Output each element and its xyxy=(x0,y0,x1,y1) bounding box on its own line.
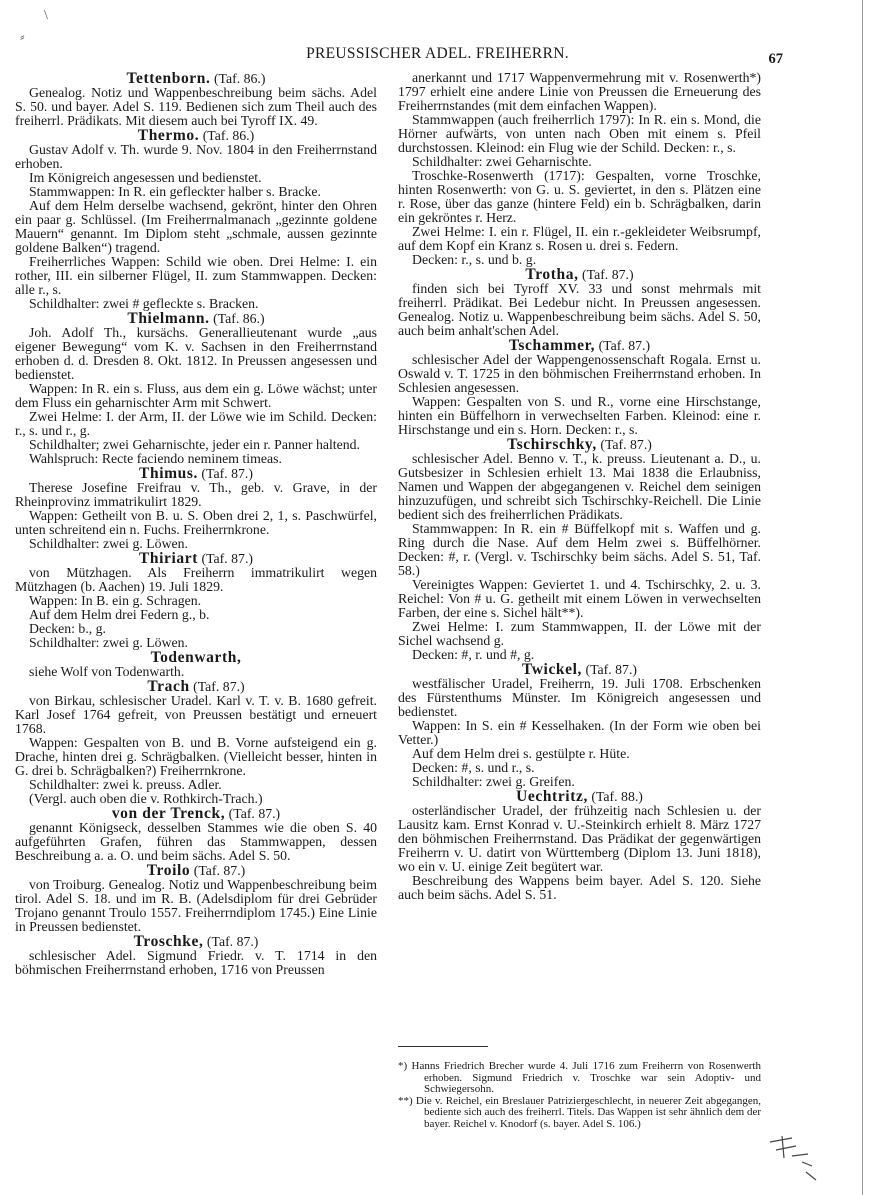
entry-heading xyxy=(398,438,761,452)
family-name: Tettenborn. xyxy=(126,70,211,87)
entry-paragraph: Joh. Adolf Th., kursächs. Generallieutenant wurde „aus eigener Bewegung“ vom K. v. Sachsen in den Freiherrnstand erhoben d. d. Dresden 8. Okt. 1812. In Preussen angesessen und bedienstet. xyxy=(15,325,377,382)
entry-heading xyxy=(398,268,761,282)
plate-reference: (Taf. 87.) xyxy=(585,662,638,677)
entry-paragraph: von Birkau, schlesischer Uradel. Karl v. T. v. B. 1680 gefreit. Karl Josef 1764 gefreit, von Preussen bestätigt und erneuert 1768. xyxy=(15,693,377,736)
entry-paragraph: Stammwappen (auch freiherrlich 1797): In R. ein s. Mond, die Hörner aufwärts, von unten nach Oben mit einem s. Pfeil durchstossen. Kleinod: ein Flug wie der Schild. Decken: r., s. xyxy=(398,112,761,155)
family-name: von der Trenck, xyxy=(111,805,226,822)
family-name: Thimus. xyxy=(139,465,198,482)
entry-heading xyxy=(15,935,377,949)
entry-paragraph: Zwei Helme: I. zum Stammwappen, II. der Löwe mit der Sichel wachsend g. xyxy=(398,619,761,648)
entry-heading xyxy=(15,72,377,86)
entry-paragraph: Auf dem Helm drei Federn g., b. xyxy=(29,607,210,622)
entry-paragraph: Stammwappen: In R. ein gefleckter halber s. Bracke. xyxy=(29,184,321,199)
entry-paragraph: Decken: #, r. und #, g. xyxy=(412,647,535,662)
entry-heading xyxy=(398,790,761,804)
entry-heading xyxy=(15,864,377,878)
entry-paragraph: Wahlspruch: Recte faciendo neminem timeas. xyxy=(29,451,282,466)
plate-reference: (Taf. 86.) xyxy=(213,311,265,326)
entry-paragraph: Schildhalter; zwei Geharnischte, jeder ein r. Panner haltend. xyxy=(29,437,361,452)
footnote xyxy=(398,1096,761,1131)
entry-paragraph: Wappen: Gespalten von S. und R., vorne eine Hirschstange, hinten ein Büffelhorn in verwechselten Farben. Kleinod: eine r. Hirschstange und ein s. Horn. Decken: r., s. xyxy=(398,394,761,437)
entry-paragraph: Therese Josefine Freifrau v. Th., geb. v. Grave, in der Rheinprovinz immatrikulirt 1829. xyxy=(15,480,377,509)
entry-paragraph: finden sich bei Tyroff XV. 33 und sonst mehrmals mit freiherrl. Prädikat. Bei Ledebur nicht. In Preussen angesessen. Genealog. Notiz u. Wappenbeschreibung beim sächs. Adel S. 50, auch beim anhalt'schen Adel. xyxy=(398,281,761,338)
plate-reference: (Taf. 87.) xyxy=(193,863,246,878)
entry-heading xyxy=(15,312,377,326)
entry-paragraph: (Vergl. auch oben die v. Rothkirch-Trach.) xyxy=(29,791,263,806)
entry-paragraph: Schildhalter: zwei g. Greifen. xyxy=(412,774,575,789)
plate-reference: (Taf. 87.) xyxy=(206,934,259,949)
entry-paragraph: Schildhalter: zwei # gefleckte s. Bracken. xyxy=(29,296,259,311)
plate-reference: (Taf. 86.) xyxy=(213,71,266,86)
family-name: Troilo xyxy=(146,862,191,879)
family-name: Thielmann. xyxy=(127,310,210,327)
running-title: PREUSSISCHER ADEL. FREIHERRN. xyxy=(306,45,569,62)
entry-heading xyxy=(15,807,377,821)
family-name: Tschirschky, xyxy=(507,436,597,453)
footnote-mark: **) xyxy=(398,1094,413,1107)
left-column xyxy=(15,71,377,977)
plate-reference: (Taf. 87.) xyxy=(582,267,634,282)
entry-paragraph: Vereinigtes Wappen: Geviertet 1. und 4. Tschirschky, 2. u. 3. Reichel: Von # u. G. getheilt mit einem Löwen in verwechselten Farben, der eine s. Sichel hält**). xyxy=(398,577,761,620)
family-name: Troschke, xyxy=(133,933,204,950)
entry-paragraph: Decken: b., g. xyxy=(29,621,107,636)
family-name: Trach xyxy=(147,678,190,695)
family-name: Twickel, xyxy=(521,661,583,678)
entry-paragraph: von Mützhagen. Als Freiherrn immatrikulirt wegen Mützhagen (b. Aachen) 19. Juli 1829. xyxy=(15,565,377,594)
entry-paragraph: Stammwappen: In R. ein # Büffelkopf mit s. Waffen und g. Ring durch die Nase. Auf dem Helm zwei s. Büffelhörner. Decken: #, r. (Vergl. v. Tschirschky beim sächs. Adel S. 51, Taf. 58.) xyxy=(398,521,761,578)
plate-reference: (Taf. 87.) xyxy=(600,437,652,452)
entry-heading xyxy=(15,680,377,694)
family-name: Trotha, xyxy=(525,266,579,283)
entry-paragraph: Wappen: In S. ein # Kesselhaken. (In der Form wie oben bei Vetter.) xyxy=(398,718,761,747)
scan-edge-line xyxy=(862,0,863,1195)
entry-paragraph: Zwei Helme: I. der Arm, II. der Löwe wie im Schild. Decken: r., s. und r., g. xyxy=(15,409,377,438)
entry-heading xyxy=(398,339,761,353)
entry-paragraph: Im Königreich angesessen und bedienstet. xyxy=(29,170,262,185)
entry-paragraph: schlesischer Adel der Wappengenossenschaft Rogala. Ernst u. Oswald v. T. 1725 in den böhmischen Freiherrnstand erhoben. In Schlesien angesessen. xyxy=(398,352,761,395)
entry-paragraph: schlesischer Adel. Benno v. T., k. preuss. Lieutenant a. D., u. Gutsbesizer in Schlesien erhielt 13. Mai 1838 die Erlaubniss, Namen und Wappen der abgegangenen v. Reichel dem seinigen hinzuzufügen, und schreibt sich Tschirschky-Reichell. Die Linie bedient sich des freiherrlichen Prädikats. xyxy=(398,451,761,522)
entry-paragraph: Genealog. Notiz und Wappenbeschreibung beim sächs. Adel S. 50. und bayer. Adel S. 119. Bedienen sich zum Theil auch des freiherrl. Prädikats. Mit diesem auch bei Tyroff IX. 49. xyxy=(15,85,377,128)
plate-reference: (Taf. 87.) xyxy=(201,466,253,481)
family-name: Thiriart xyxy=(138,550,199,567)
entry-paragraph: Auf dem Helm derselbe wachsend, gekrönt, hinter den Ohren ein paar g. Schlüssel. (Im Freiherrnalmanach „gezinnte goldene Mauern“ genannt. Im Diplom steht „schmale, aussen gezinnte goldene Balken“) tragend. xyxy=(15,198,377,255)
plate-reference: (Taf. 87.) xyxy=(228,806,281,821)
scan-mark-top: \ xyxy=(44,8,48,23)
entry-paragraph: Schildhalter: zwei Geharnischte. xyxy=(412,154,592,169)
family-name: Thermo. xyxy=(137,127,200,144)
entry-paragraph: Wappen: In R. ein s. Fluss, aus dem ein g. Löwe wächst; unter dem Fluss ein geharnischter Arm mit Schwert. xyxy=(15,381,377,410)
entry-paragraph: Troschke-Rosenwerth (1717): Gespalten, vorne Troschke, hinten Rosenwerth: von G. u. S. geviertet, in den s. Plätzen eine r. Rose, über das ganze (hintere Feld) ein b. Schrägbalken, darin ein gekröntes r. Herz. xyxy=(398,168,761,225)
entry-heading xyxy=(15,651,377,665)
plate-reference: (Taf. 88.) xyxy=(591,789,643,804)
entry-paragraph: anerkannt und 1717 Wappenvermehrung mit v. Rosenwerth*) 1797 erhielt eine andere Linie von Preussen die Erneuerung des Freiherrnstandes (mit dem einfachen Wappen). xyxy=(398,70,761,113)
footnote-text: Hanns Friedrich Brecher wurde 4. Juli 1716 zum Freiherrn von Rosenwerth erhoben. Sigmund Friedrich v. Troschke war sein Adoptiv- und Schwiegersohn. xyxy=(407,1060,761,1095)
footnote xyxy=(398,1061,761,1096)
family-name: Todenwarth, xyxy=(150,649,242,666)
family-name: Uechtritz, xyxy=(516,788,588,805)
entry-paragraph: osterländischer Uradel, der frühzeitig nach Schlesien u. der Lausitz kam. Ernst Konrad v. U.-Steinkirch erhielt 8. März 1727 den böhmischen Freiherrnstand. Das Prädikat der gegenwärtigen Freiherrn v. U. datirt von Württemberg (Diplom 13. Juni 1818), wo ein v. U. einige Zeit begütert war. xyxy=(398,803,761,874)
entry-paragraph: Schildhalter: zwei g. Löwen. xyxy=(29,635,189,650)
entry-paragraph: Freiherrliches Wappen: Schild wie oben. Drei Helme: I. ein rother, III. ein silberner Flügel, II. zum Stammwappen. Decken: alle r., s. xyxy=(15,254,377,297)
footnotes xyxy=(398,1046,761,1130)
entry-paragraph: Schildhalter: zwei g. Löwen. xyxy=(29,536,189,551)
entry-paragraph: Auf dem Helm drei s. gestülpte r. Hüte. xyxy=(412,746,630,761)
entry-paragraph: Wappen: Getheilt von B. u. S. Oben drei 2, 1, s. Paschwürfel, unten schreitend ein n. Fuchs. Freiherrnkrone. xyxy=(15,508,377,537)
entry-paragraph: genannt Königseck, desselben Stammes wie die oben S. 40 aufgeführten Grafen, führen das Stammwappen, dessen Beschreibung a. a. O. und beim sächs. Adel S. 50. xyxy=(15,820,377,863)
entry-paragraph: siehe Wolf von Todenwarth. xyxy=(29,664,185,679)
entry-paragraph: Decken: r., s. und b. g. xyxy=(412,252,537,267)
page-number: 67 xyxy=(768,51,783,67)
entry-paragraph: Wappen: Gespalten von B. und B. Vorne aufsteigend ein g. Drache, hinten drei g. Schrägbalken. (Vielleicht besser, hinten in G. drei b. Schrägbalken?) Freiherrnkrone. xyxy=(15,735,377,778)
footnote-mark: *) xyxy=(398,1060,408,1072)
entry-paragraph: westfälischer Uradel, Freiherrn, 19. Juli 1708. Erbschenken des Fürstenthums Münster. Im Königreich angesessen und bedienstet. xyxy=(398,676,761,719)
entry-heading xyxy=(15,129,377,143)
footnote-text: Die v. Reichel, ein Breslauer Patriziergeschlecht, in neuerer Zeit abgegangen, bediente sich auch des freiherrl. Titels. Das Wappen ist sehr ähnlich dem der bayer. Reichel v. Knodorf (s. bayer. Adel S. 106.) xyxy=(412,1094,761,1130)
entry-paragraph: Decken: #, s. und r., s. xyxy=(412,760,535,775)
entry-heading xyxy=(398,663,761,677)
family-name: Tschammer, xyxy=(508,337,596,354)
scan-mark-left: ⸗ xyxy=(20,30,25,45)
entry-paragraph: Zwei Helme: I. ein r. Flügel, II. ein r.-gekleideter Weibsrumpf, auf dem Kopf ein Kranz s. Rosen u. drei s. Federn. xyxy=(398,224,761,253)
entry-paragraph: Schildhalter: zwei k. preuss. Adler. xyxy=(29,777,222,792)
entry-paragraph: Beschreibung des Wappens beim bayer. Adel S. 120. Siehe auch beim sächs. Adel S. 51. xyxy=(398,873,761,902)
plate-reference: (Taf. 86.) xyxy=(202,128,255,143)
plate-reference: (Taf. 87.) xyxy=(193,679,245,694)
entry-heading xyxy=(15,552,377,566)
footnote-rule xyxy=(398,1046,488,1047)
entry-heading xyxy=(15,467,377,481)
entry-paragraph: von Troiburg. Genealog. Notiz und Wappenbeschreibung beim tirol. Adel S. 18. und im R. B. (Adelsdiplom für drei Gebrüder Trojano genannt Troulo 1557. Freiherrndiplom 1745.) Eine Linie in Preussen bedienstet. xyxy=(15,877,377,934)
entry-paragraph: Gustav Adolf v. Th. wurde 9. Nov. 1804 in den Freiherrnstand erhoben. xyxy=(15,142,377,171)
entry-paragraph: schlesischer Adel. Sigmund Friedr. v. T. 1714 in den böhmischen Freiherrnstand erhoben, 1716 von Preussen xyxy=(15,948,377,977)
page-header xyxy=(0,45,875,69)
right-column xyxy=(398,71,761,902)
entry-paragraph: Wappen: In B. ein g. Schragen. xyxy=(29,593,202,608)
pencil-scribble xyxy=(762,1128,832,1188)
plate-reference: (Taf. 87.) xyxy=(598,338,651,353)
plate-reference: (Taf. 87.) xyxy=(201,551,254,566)
